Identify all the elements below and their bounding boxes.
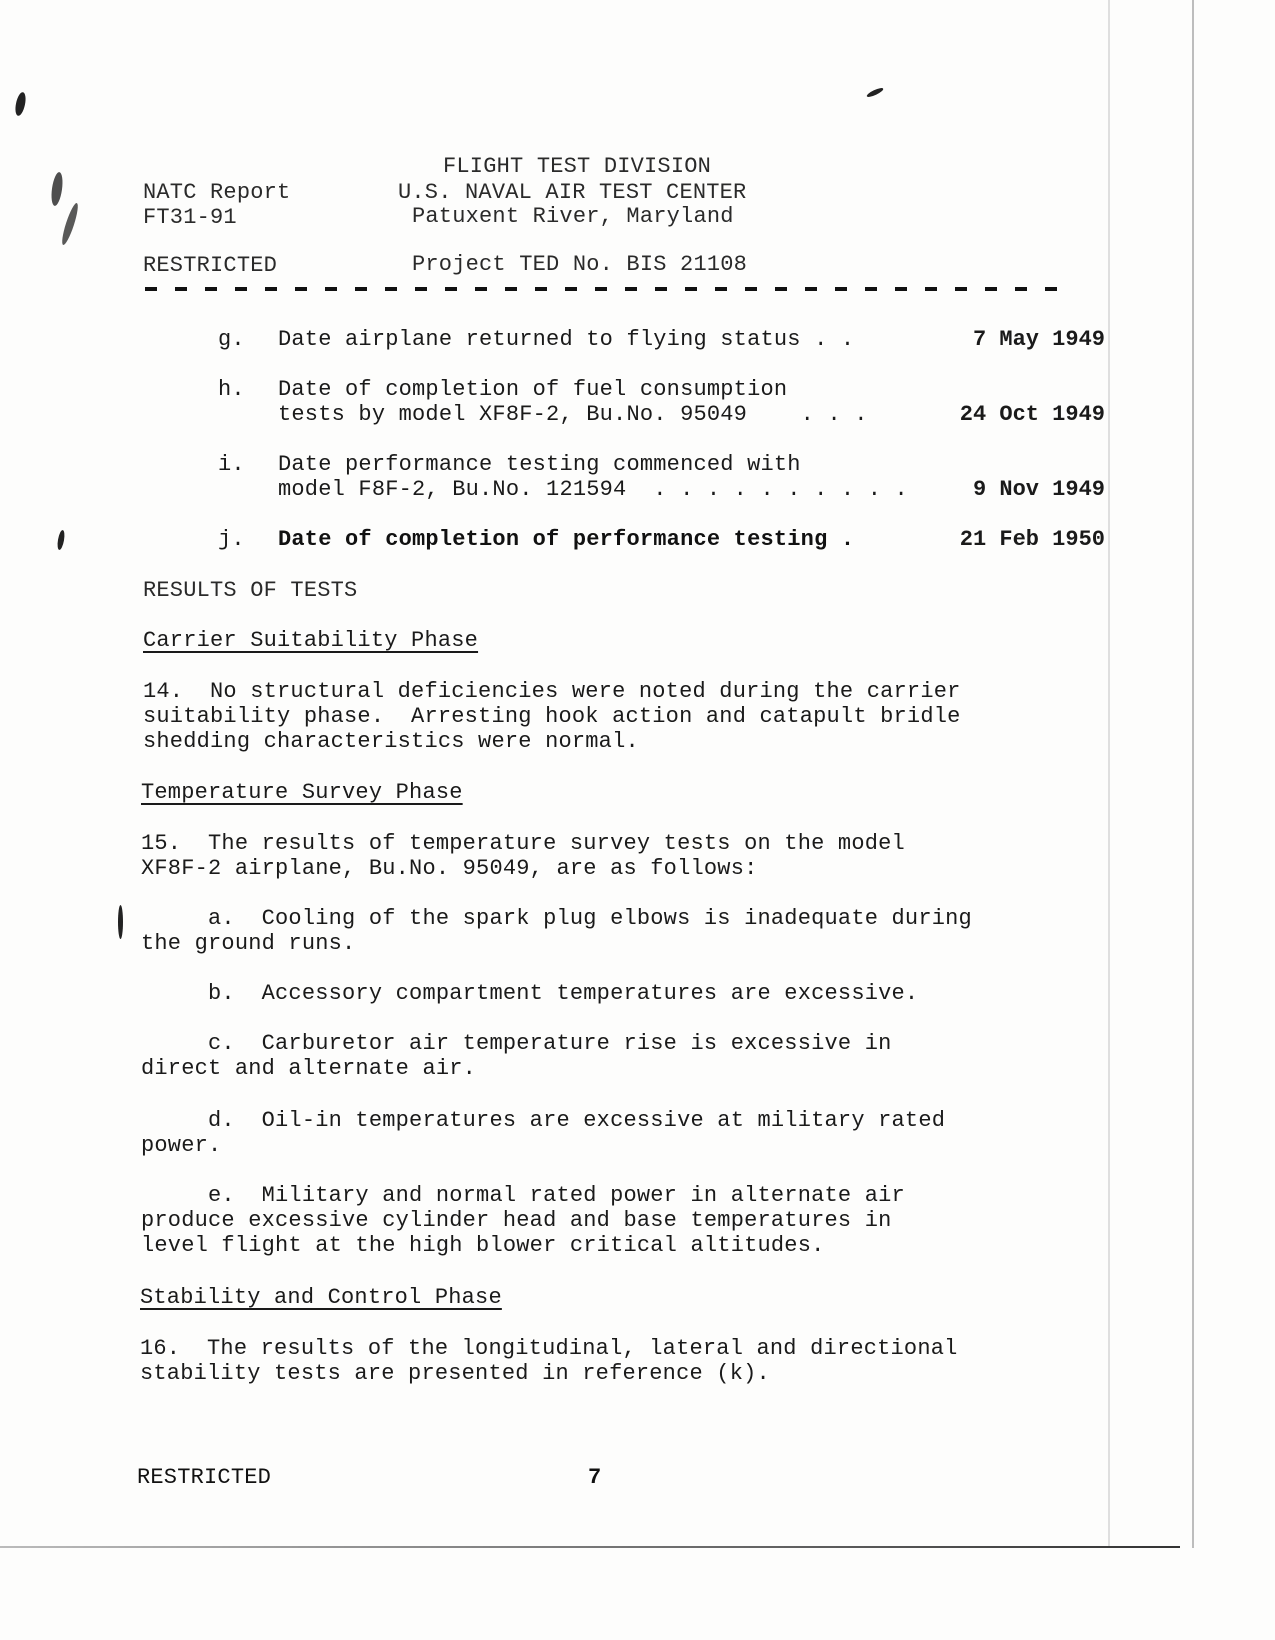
paragraph-15-line: 15. The results of temperature survey tests on the model [141, 831, 905, 856]
center-name: U.S. NAVAL AIR TEST CENTER [398, 180, 747, 205]
item-letter: h. [218, 377, 245, 402]
ink-blot [866, 86, 884, 98]
finding-e-line: e. Military and normal rated power in alternate air [141, 1183, 905, 1208]
ink-blot [56, 530, 65, 551]
item-date: 9 Nov 1949 [972, 477, 1105, 502]
item-text: Date of completion of performance testing . [278, 527, 855, 552]
finding-e-line: produce excessive cylinder head and base temperatures in [141, 1208, 892, 1233]
scan-bottom-edge [0, 1546, 1180, 1548]
scan-edge-line [1108, 0, 1110, 1546]
scan-edge-line [1192, 0, 1194, 1548]
item-date: 21 Feb 1950 [959, 527, 1105, 552]
location: Patuxent River, Maryland [412, 204, 734, 229]
finding-a-line: the ground runs. [141, 931, 356, 956]
item-date: 7 May 1949 [972, 327, 1105, 352]
results-heading: RESULTS OF TESTS [143, 578, 358, 603]
ink-blot [14, 91, 28, 116]
item-letter: j. [218, 527, 245, 552]
paragraph-14-line: 14. No structural deficiencies were noted during the carrier [143, 679, 961, 704]
item-letter: i. [218, 452, 245, 477]
item-letter: g. [218, 327, 245, 352]
footer-classification: RESTRICTED [137, 1465, 272, 1490]
header-classification: RESTRICTED [143, 253, 278, 278]
header-divider [145, 287, 1057, 291]
section-title-stability: Stability and Control Phase [140, 1285, 502, 1310]
ink-blot [59, 202, 80, 246]
item-text: Date airplane returned to flying status . . [278, 327, 855, 352]
finding-d-line: power. [141, 1133, 222, 1158]
paragraph-14-line: suitability phase. Arresting hook action and catapult bridle [143, 704, 961, 729]
finding-c-line: c. Carburetor air temperature rise is excessive in [141, 1031, 892, 1056]
paragraph-15-line: XF8F-2 airplane, Bu.No. 95049, are as follows: [141, 856, 758, 881]
ink-blot [50, 171, 65, 206]
report-number: FT31-91 [143, 205, 237, 230]
finding-c-line: direct and alternate air. [141, 1056, 477, 1081]
finding-b-line: b. Accessory compartment temperatures are excessive. [141, 981, 919, 1006]
division-title: FLIGHT TEST DIVISION [443, 154, 712, 179]
finding-e-line: level flight at the high blower critical altitudes. [141, 1233, 825, 1258]
item-date: 24 Oct 1949 [959, 402, 1105, 427]
finding-a-line: a. Cooling of the spark plug elbows is inadequate during [141, 906, 972, 931]
item-text: model F8F-2, Bu.No. 121594 . . . . . . . . . . [278, 477, 908, 502]
section-title-carrier: Carrier Suitability Phase [143, 628, 479, 653]
paragraph-14-line: shedding characteristics were normal. [143, 729, 639, 754]
ink-blot [118, 905, 123, 939]
item-text: Date performance testing commenced with [278, 452, 801, 477]
finding-d-line: d. Oil-in temperatures are excessive at military rated [141, 1108, 946, 1133]
section-title-temperature: Temperature Survey Phase [141, 780, 463, 805]
page-number: 7 [588, 1465, 602, 1490]
project-number: Project TED No. BIS 21108 [412, 252, 748, 277]
item-text: tests by model XF8F-2, Bu.No. 95049 . . . [278, 402, 868, 427]
report-label: NATC Report [143, 180, 291, 205]
paragraph-16-line: 16. The results of the longitudinal, lateral and directional [140, 1336, 958, 1361]
paragraph-16-line: stability tests are presented in reference (k). [140, 1361, 770, 1386]
item-text: Date of completion of fuel consumption [278, 377, 788, 402]
